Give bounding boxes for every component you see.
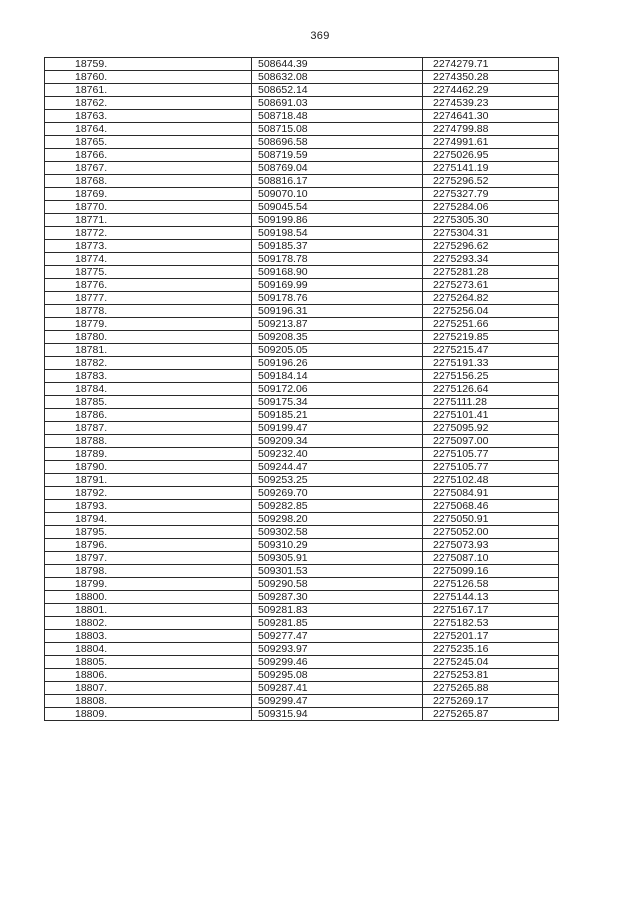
point-number-cell: 18760. [45,71,252,84]
point-number-cell: 18782. [45,357,252,370]
point-number-cell: 18776. [45,279,252,292]
table-row [45,136,559,149]
y-coordinate-cell: 2275235.16 [423,643,559,656]
point-number-cell: 18773. [45,240,252,253]
table-row [45,500,559,513]
table-row [45,474,559,487]
table-row [45,214,559,227]
table-row [45,201,559,214]
table-row [45,318,559,331]
x-coordinate-cell: 508652.14 [252,84,423,97]
x-coordinate-cell: 509185.37 [252,240,423,253]
point-number-cell: 18792. [45,487,252,500]
x-coordinate-cell: 509310.29 [252,539,423,552]
x-coordinate-cell: 509298.20 [252,513,423,526]
point-number-cell: 18762. [45,97,252,110]
point-number-cell: 18786. [45,409,252,422]
point-number-cell: 18796. [45,539,252,552]
coordinate-table-body [45,58,559,721]
y-coordinate-cell: 2275101.41 [423,409,559,422]
point-number-cell: 18781. [45,344,252,357]
point-number-cell: 18798. [45,565,252,578]
table-row [45,188,559,201]
table-row [45,253,559,266]
y-coordinate-cell: 2275084.91 [423,487,559,500]
y-coordinate-cell: 2274462.29 [423,84,559,97]
y-coordinate-cell: 2275105.77 [423,448,559,461]
x-coordinate-cell: 509295.08 [252,669,423,682]
y-coordinate-cell: 2275273.61 [423,279,559,292]
y-coordinate-cell: 2275097.00 [423,435,559,448]
table-row [45,448,559,461]
x-coordinate-cell: 508816.17 [252,175,423,188]
point-number-cell: 18780. [45,331,252,344]
table-row [45,123,559,136]
table-row [45,110,559,123]
table-row [45,461,559,474]
table-row [45,591,559,604]
x-coordinate-cell: 509196.31 [252,305,423,318]
point-number-cell: 18805. [45,656,252,669]
table-row [45,331,559,344]
x-coordinate-cell: 508715.08 [252,123,423,136]
x-coordinate-cell: 509172.06 [252,383,423,396]
point-number-cell: 18775. [45,266,252,279]
y-coordinate-cell: 2275144.13 [423,591,559,604]
point-number-cell: 18804. [45,643,252,656]
point-number-cell: 18799. [45,578,252,591]
x-coordinate-cell: 509290.58 [252,578,423,591]
y-coordinate-cell: 2275073.93 [423,539,559,552]
table-row [45,565,559,578]
table-row [45,435,559,448]
point-number-cell: 18779. [45,318,252,331]
x-coordinate-cell: 509205.05 [252,344,423,357]
point-number-cell: 18766. [45,149,252,162]
x-coordinate-cell: 509184.14 [252,370,423,383]
table-row [45,396,559,409]
point-number-cell: 18793. [45,500,252,513]
x-coordinate-cell: 509253.25 [252,474,423,487]
y-coordinate-cell: 2275265.87 [423,708,559,721]
x-coordinate-cell: 509281.85 [252,617,423,630]
table-row [45,227,559,240]
point-number-cell: 18800. [45,591,252,604]
table-row [45,409,559,422]
x-coordinate-cell: 509209.34 [252,435,423,448]
table-row [45,617,559,630]
y-coordinate-cell: 2275296.52 [423,175,559,188]
point-number-cell: 18808. [45,695,252,708]
x-coordinate-cell: 509070.10 [252,188,423,201]
point-number-cell: 18783. [45,370,252,383]
x-coordinate-cell: 509232.40 [252,448,423,461]
x-coordinate-cell: 509287.30 [252,591,423,604]
point-number-cell: 18761. [45,84,252,97]
x-coordinate-cell: 508696.58 [252,136,423,149]
y-coordinate-cell: 2275126.64 [423,383,559,396]
y-coordinate-cell: 2275296.62 [423,240,559,253]
y-coordinate-cell: 2275269.17 [423,695,559,708]
table-row [45,708,559,721]
point-number-cell: 18763. [45,110,252,123]
point-number-cell: 18790. [45,461,252,474]
table-row [45,58,559,71]
x-coordinate-cell: 509244.47 [252,461,423,474]
x-coordinate-cell: 509185.21 [252,409,423,422]
table-row [45,643,559,656]
x-coordinate-cell: 509199.86 [252,214,423,227]
x-coordinate-cell: 509169.99 [252,279,423,292]
y-coordinate-cell: 2274641.30 [423,110,559,123]
x-coordinate-cell: 508632.08 [252,71,423,84]
x-coordinate-cell: 509301.53 [252,565,423,578]
x-coordinate-cell: 509175.34 [252,396,423,409]
y-coordinate-cell: 2275284.06 [423,201,559,214]
point-number-cell: 18801. [45,604,252,617]
point-number-cell: 18765. [45,136,252,149]
point-number-cell: 18809. [45,708,252,721]
x-coordinate-cell: 509302.58 [252,526,423,539]
table-row [45,487,559,500]
x-coordinate-cell: 508644.39 [252,58,423,71]
y-coordinate-cell: 2275245.04 [423,656,559,669]
table-row [45,422,559,435]
x-coordinate-cell: 509269.70 [252,487,423,500]
y-coordinate-cell: 2275141.19 [423,162,559,175]
y-coordinate-cell: 2275265.88 [423,682,559,695]
y-coordinate-cell: 2275281.28 [423,266,559,279]
y-coordinate-cell: 2274799.88 [423,123,559,136]
table-row [45,370,559,383]
y-coordinate-cell: 2274279.71 [423,58,559,71]
y-coordinate-cell: 2275111.28 [423,396,559,409]
x-coordinate-cell: 509305.91 [252,552,423,565]
point-number-cell: 18803. [45,630,252,643]
y-coordinate-cell: 2275304.31 [423,227,559,240]
y-coordinate-cell: 2275251.66 [423,318,559,331]
x-coordinate-cell: 509299.47 [252,695,423,708]
point-number-cell: 18797. [45,552,252,565]
point-number-cell: 18768. [45,175,252,188]
x-coordinate-cell: 509168.90 [252,266,423,279]
y-coordinate-cell: 2275293.34 [423,253,559,266]
y-coordinate-cell: 2275102.48 [423,474,559,487]
y-coordinate-cell: 2275105.77 [423,461,559,474]
point-number-cell: 18802. [45,617,252,630]
x-coordinate-cell: 509293.97 [252,643,423,656]
coordinate-table [44,57,559,721]
point-number-cell: 18777. [45,292,252,305]
y-coordinate-cell: 2275305.30 [423,214,559,227]
table-row [45,240,559,253]
point-number-cell: 18767. [45,162,252,175]
point-number-cell: 18788. [45,435,252,448]
x-coordinate-cell: 509199.47 [252,422,423,435]
point-number-cell: 18770. [45,201,252,214]
table-row [45,513,559,526]
y-coordinate-cell: 2275099.16 [423,565,559,578]
table-row [45,552,559,565]
table-row [45,344,559,357]
y-coordinate-cell: 2275264.82 [423,292,559,305]
point-number-cell: 18785. [45,396,252,409]
x-coordinate-cell: 508769.04 [252,162,423,175]
table-row [45,149,559,162]
table-row [45,97,559,110]
point-number-cell: 18784. [45,383,252,396]
y-coordinate-cell: 2275182.53 [423,617,559,630]
x-coordinate-cell: 509045.54 [252,201,423,214]
y-coordinate-cell: 2274539.23 [423,97,559,110]
point-number-cell: 18794. [45,513,252,526]
table-row [45,71,559,84]
y-coordinate-cell: 2275052.00 [423,526,559,539]
x-coordinate-cell: 509213.87 [252,318,423,331]
y-coordinate-cell: 2275253.81 [423,669,559,682]
x-coordinate-cell: 508718.48 [252,110,423,123]
table-row [45,578,559,591]
x-coordinate-cell: 509281.83 [252,604,423,617]
point-number-cell: 18769. [45,188,252,201]
y-coordinate-cell: 2275050.91 [423,513,559,526]
x-coordinate-cell: 508691.03 [252,97,423,110]
point-number-cell: 18807. [45,682,252,695]
point-number-cell: 18795. [45,526,252,539]
table-row [45,162,559,175]
x-coordinate-cell: 509198.54 [252,227,423,240]
y-coordinate-cell: 2275068.46 [423,500,559,513]
table-row [45,656,559,669]
x-coordinate-cell: 509282.85 [252,500,423,513]
table-row [45,279,559,292]
y-coordinate-cell: 2275256.04 [423,305,559,318]
table-row [45,175,559,188]
table-row [45,84,559,97]
point-number-cell: 18789. [45,448,252,461]
table-row [45,357,559,370]
x-coordinate-cell: 509208.35 [252,331,423,344]
y-coordinate-cell: 2274350.28 [423,71,559,84]
point-number-cell: 18772. [45,227,252,240]
table-row [45,539,559,552]
point-number-cell: 18771. [45,214,252,227]
table-row [45,292,559,305]
point-number-cell: 18787. [45,422,252,435]
table-row [45,630,559,643]
y-coordinate-cell: 2275026.95 [423,149,559,162]
x-coordinate-cell: 509178.78 [252,253,423,266]
y-coordinate-cell: 2275201.17 [423,630,559,643]
y-coordinate-cell: 2275215.47 [423,344,559,357]
y-coordinate-cell: 2275087.10 [423,552,559,565]
point-number-cell: 18774. [45,253,252,266]
page-number: 369 [310,30,330,42]
point-number-cell: 18759. [45,58,252,71]
table-row [45,526,559,539]
table-row [45,682,559,695]
x-coordinate-cell: 509287.41 [252,682,423,695]
y-coordinate-cell: 2274991.61 [423,136,559,149]
point-number-cell: 18791. [45,474,252,487]
x-coordinate-cell: 509178.76 [252,292,423,305]
y-coordinate-cell: 2275327.79 [423,188,559,201]
y-coordinate-cell: 2275191.33 [423,357,559,370]
table-row [45,305,559,318]
y-coordinate-cell: 2275156.25 [423,370,559,383]
table-row [45,604,559,617]
y-coordinate-cell: 2275167.17 [423,604,559,617]
point-number-cell: 18764. [45,123,252,136]
x-coordinate-cell: 508719.59 [252,149,423,162]
table-row [45,266,559,279]
point-number-cell: 18806. [45,669,252,682]
x-coordinate-cell: 509315.94 [252,708,423,721]
point-number-cell: 18778. [45,305,252,318]
table-row [45,669,559,682]
y-coordinate-cell: 2275126.58 [423,578,559,591]
x-coordinate-cell: 509277.47 [252,630,423,643]
y-coordinate-cell: 2275095.92 [423,422,559,435]
x-coordinate-cell: 509196.26 [252,357,423,370]
table-row [45,383,559,396]
y-coordinate-cell: 2275219.85 [423,331,559,344]
x-coordinate-cell: 509299.46 [252,656,423,669]
table-row [45,695,559,708]
